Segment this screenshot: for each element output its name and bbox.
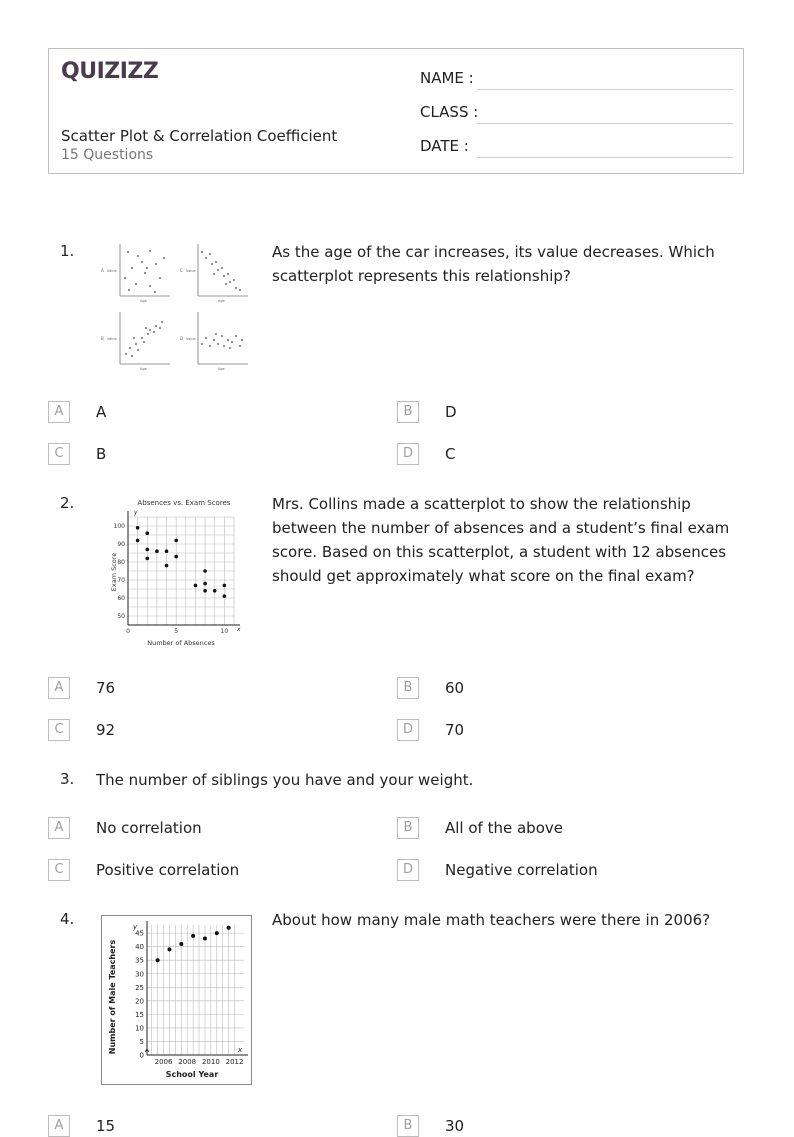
data-point	[136, 526, 140, 530]
question-count: 15 Questions	[61, 147, 154, 163]
q3-option-d-text: Negative correlation	[445, 861, 598, 879]
scatter-panel-c	[180, 244, 248, 303]
y-tick-label: 90	[117, 541, 125, 548]
data-point	[167, 947, 171, 951]
y-tick-label: 10	[135, 1024, 144, 1033]
svg-text:A: A	[101, 268, 104, 273]
y-tick-label: 100	[113, 523, 125, 530]
q3-option-a-box[interactable]: A	[48, 817, 70, 839]
data-point	[203, 589, 207, 593]
data-point	[203, 937, 207, 941]
data-point	[165, 564, 169, 568]
data-point	[215, 931, 219, 935]
svg-text:Value: Value	[107, 337, 117, 341]
q3-option-b-box[interactable]: B	[397, 817, 419, 839]
y-tick-label: 20	[135, 997, 144, 1006]
svg-text:D: D	[180, 336, 184, 341]
data-point	[136, 539, 140, 543]
question-2-number: 2.	[60, 494, 75, 512]
name-label: NAME :	[420, 69, 474, 87]
x-tick-label: 2010	[201, 1058, 220, 1066]
data-point	[194, 584, 198, 588]
q3-option-d-box[interactable]: D	[397, 859, 419, 881]
data-point	[145, 531, 149, 535]
y-axis-letter: y	[133, 923, 138, 931]
question-1-text: As the age of the car increases, its value decreases. Which scatterplot represents this relationship?	[272, 243, 715, 285]
svg-text:Age: Age	[140, 299, 147, 303]
male-teachers-chart	[101, 915, 252, 1085]
chart-grid	[145, 921, 248, 1055]
quizizz-logo: QUIZIZZ	[61, 59, 159, 84]
q3-option-c-box[interactable]: C	[48, 859, 70, 881]
absences-chart	[104, 494, 252, 650]
y-tick-label: 30	[135, 970, 144, 979]
q2-option-a-box[interactable]: A	[48, 677, 70, 699]
date-label: DATE :	[420, 137, 469, 155]
x-axis-label: School Year	[165, 1070, 219, 1079]
date-line[interactable]	[477, 157, 733, 158]
data-point	[174, 539, 178, 543]
y-tick-label: 70	[117, 577, 125, 584]
y-tick-label: 15	[135, 1010, 144, 1019]
q3-option-c-text: Positive correlation	[96, 861, 240, 879]
question-4-number: 4.	[60, 910, 75, 928]
y-tick-label: 60	[117, 595, 125, 602]
svg-text:C: C	[180, 268, 183, 273]
q4-option-b-text: 30	[445, 1117, 465, 1135]
y-axis-label: Exam Score	[110, 552, 118, 592]
x-tick-label: 10	[220, 628, 229, 635]
data-point	[191, 934, 195, 938]
y-tick-label: 50	[117, 613, 125, 620]
q1-option-c-box[interactable]: C	[48, 443, 70, 465]
data-point	[145, 548, 149, 552]
data-point	[174, 555, 178, 559]
svg-text:Value: Value	[107, 269, 117, 273]
scatter-panel-a	[101, 244, 170, 303]
q2-option-c-text: 92	[96, 721, 116, 739]
y-axis-letter: y	[134, 509, 138, 516]
x-tick-label: 2008	[178, 1058, 197, 1066]
q1-option-d-text: C	[445, 445, 456, 463]
scatter-panel-d	[180, 312, 248, 371]
data-point	[203, 582, 207, 586]
q1-option-a-box[interactable]: A	[48, 401, 70, 423]
svg-text:Value: Value	[186, 337, 196, 341]
y-tick-label: 25	[135, 983, 144, 992]
class-label: CLASS :	[420, 103, 479, 121]
q2-option-b-text: 60	[445, 679, 465, 697]
data-point	[203, 569, 207, 573]
data-point	[227, 926, 231, 930]
svg-text:Age: Age	[218, 299, 225, 303]
x-tick-label: 5	[174, 628, 179, 635]
data-point	[223, 584, 227, 588]
svg-text:Age: Age	[140, 367, 147, 371]
question-2-text: Mrs. Collins made a scatterplot to show the relationship between the number of absences and a student’s final exam score. Based on this scatterplot, a student with 12 absences should get approximately what score on the final exam?	[272, 495, 730, 585]
q3-option-a-text: No correlation	[96, 819, 202, 837]
x-tick-label: 2012	[225, 1058, 244, 1066]
q4-option-a-text: 15	[96, 1117, 116, 1135]
y-tick-label: 45	[135, 929, 144, 938]
q1-option-b-text: D	[445, 403, 457, 421]
q2-option-b-box[interactable]: B	[397, 677, 419, 699]
scatter-panel-b	[101, 312, 170, 371]
q2-option-a-text: 76	[96, 679, 116, 697]
q1-option-d-box[interactable]: D	[397, 443, 419, 465]
x-axis-letter: x	[237, 626, 241, 633]
svg-text:Value: Value	[186, 269, 196, 273]
x-axis-label: Number of Absences	[147, 639, 215, 647]
data-point	[156, 958, 160, 962]
q1-option-b-box[interactable]: B	[397, 401, 419, 423]
chart-grid	[128, 511, 240, 625]
q3-option-b-text: All of the above	[445, 819, 563, 837]
data-point	[179, 942, 183, 946]
q1-option-a-text: A	[96, 403, 107, 421]
question-4-text: About how many male math teachers were there in 2006?	[272, 911, 711, 929]
question-3-number: 3.	[60, 770, 75, 788]
data-point	[145, 557, 149, 561]
y-tick-label: 80	[117, 559, 125, 566]
data-point	[213, 589, 217, 593]
y-axis-label: Number of Male Teachers	[108, 939, 117, 1055]
x-axis-letter: x	[238, 1046, 243, 1054]
svg-text:B: B	[101, 336, 104, 341]
class-line[interactable]	[477, 123, 733, 124]
chart-ticks	[135, 930, 243, 1066]
worksheet-header	[48, 48, 744, 174]
q4-option-b-box[interactable]: B	[397, 1115, 419, 1137]
chart-ticks	[114, 523, 229, 635]
name-line[interactable]	[477, 89, 733, 90]
q2-option-d-box[interactable]: D	[397, 719, 419, 741]
y-tick-label: 35	[135, 956, 144, 965]
q2-option-d-text: 70	[445, 721, 465, 739]
question-1-image	[98, 238, 254, 372]
y-tick-label: 0	[139, 1051, 144, 1060]
y-tick-label: 5	[139, 1037, 144, 1046]
x-tick-label: 2006	[154, 1058, 173, 1066]
svg-text:Age: Age	[218, 367, 225, 371]
question-1-number: 1.	[60, 242, 75, 260]
q1-option-c-text: B	[96, 445, 107, 463]
worksheet-title: Scatter Plot & Correlation Coefficient	[61, 127, 338, 145]
question-3-text: The number of siblings you have and your weight.	[96, 771, 474, 789]
chart-title: Absences vs. Exam Scores	[137, 499, 231, 507]
q2-option-c-box[interactable]: C	[48, 719, 70, 741]
data-point	[223, 594, 227, 598]
data-point	[155, 549, 159, 553]
y-tick-label: 40	[135, 943, 144, 952]
data-point	[165, 549, 169, 553]
q4-option-a-box[interactable]: A	[48, 1115, 70, 1137]
x-tick-label: 0	[126, 628, 130, 635]
